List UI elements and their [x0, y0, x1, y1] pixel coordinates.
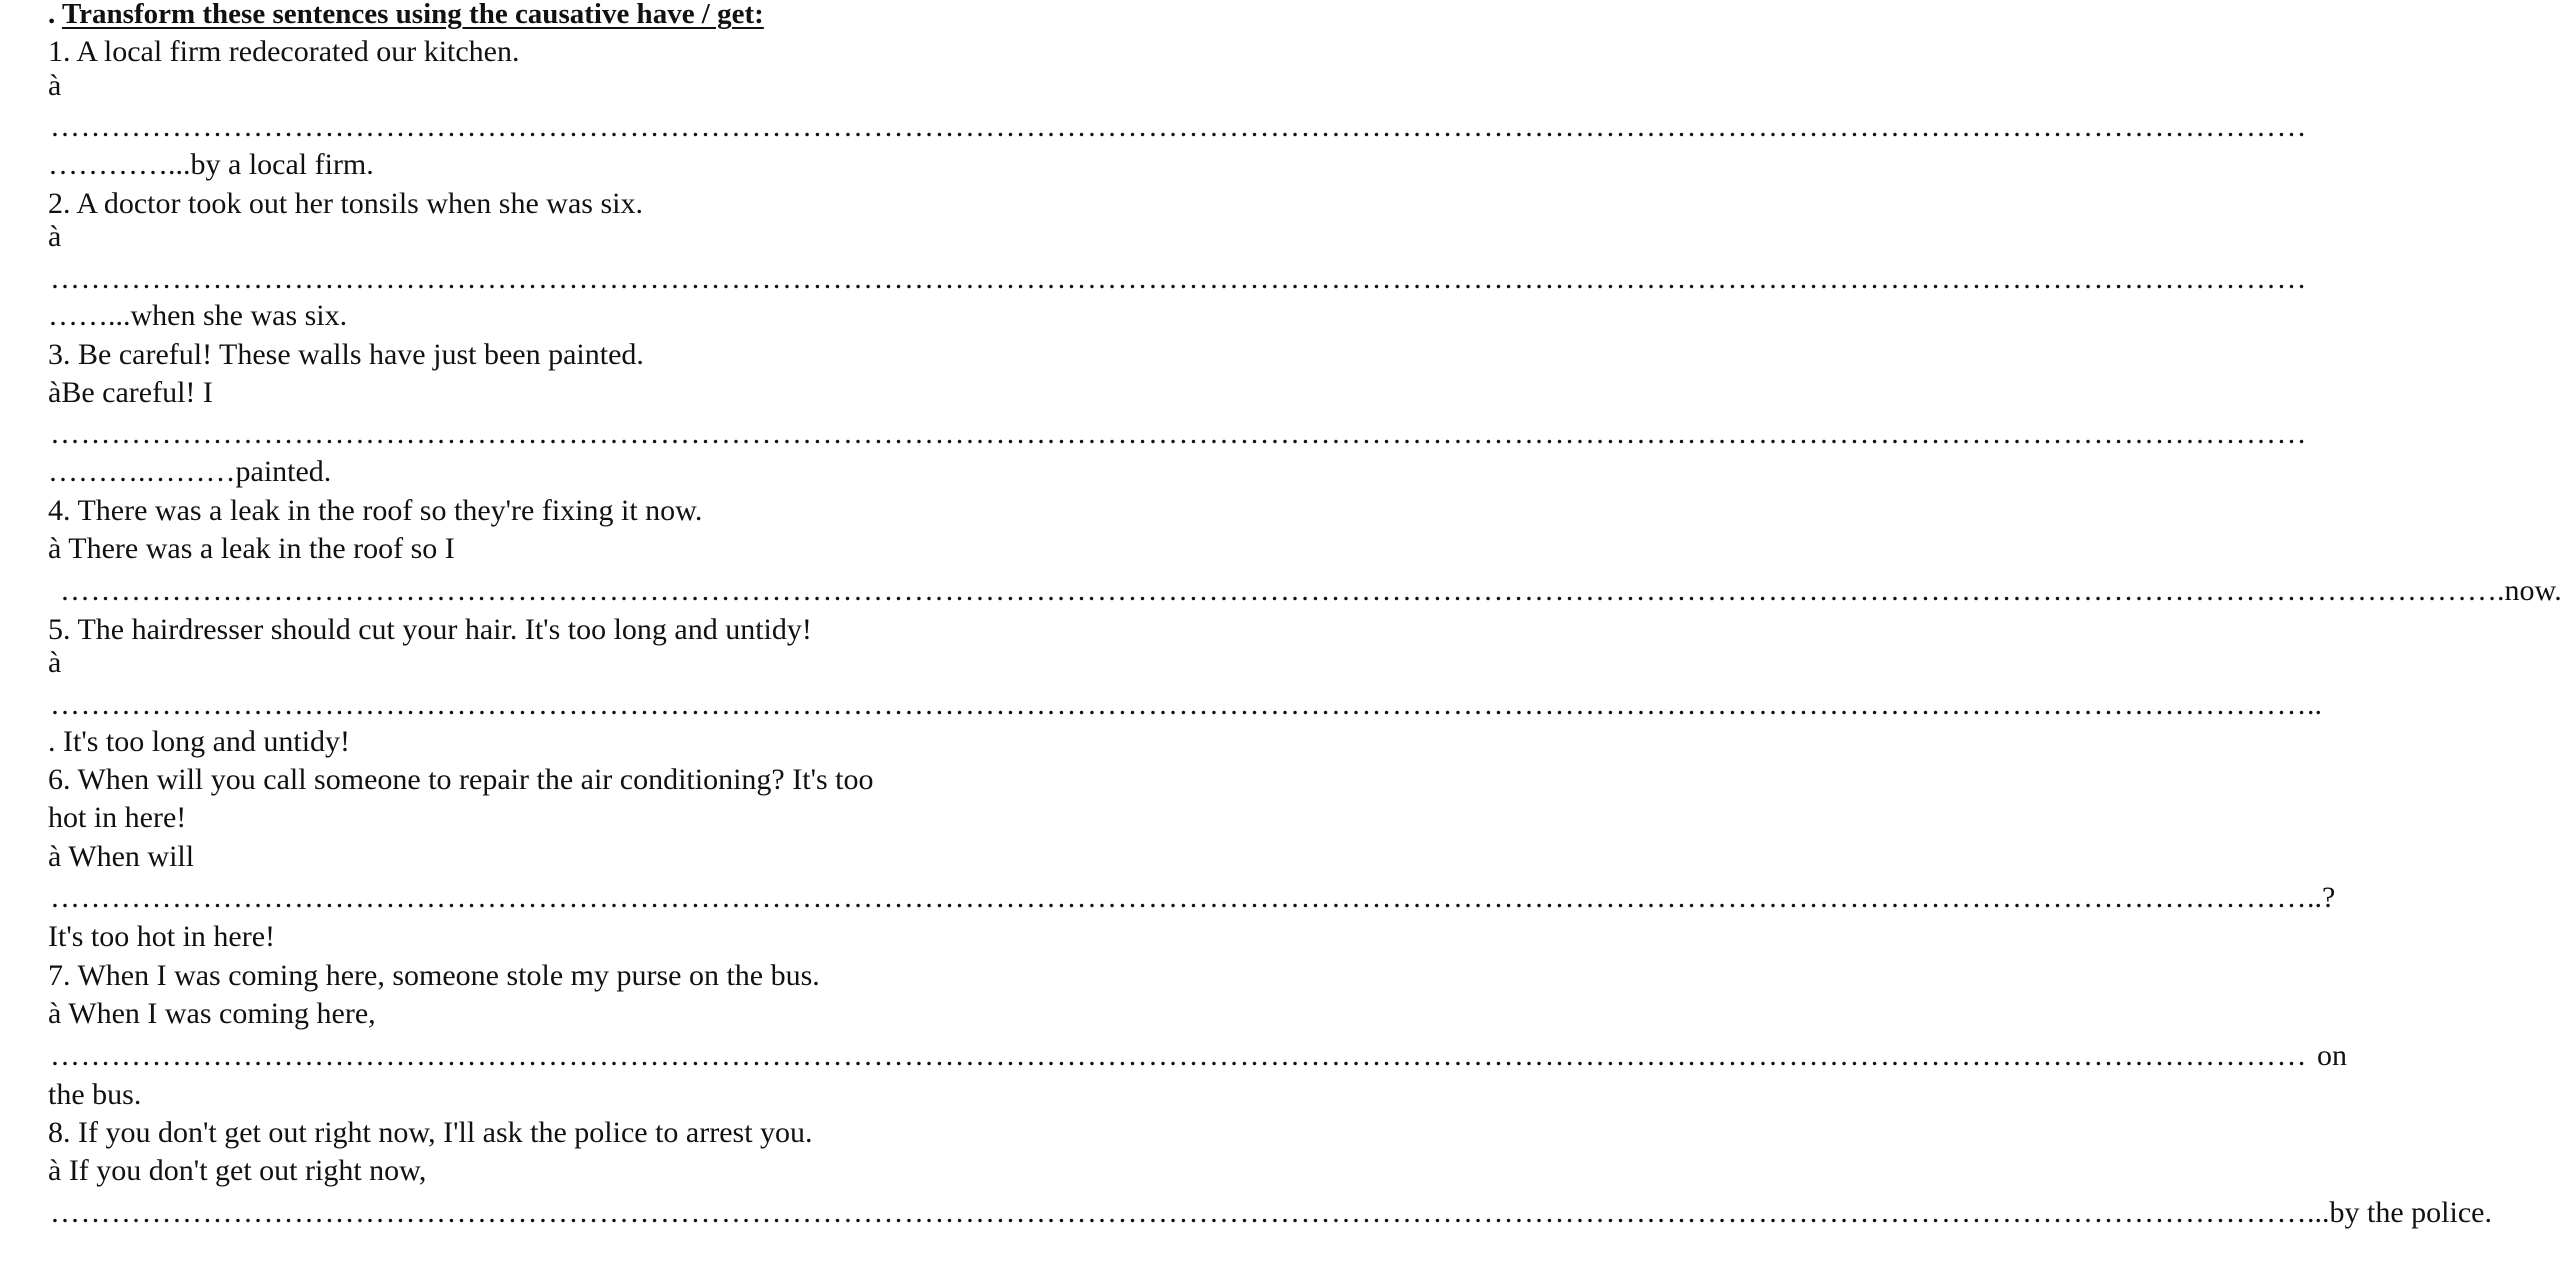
question-8: 8. If you don't get out right now, I'll ask the police to arrest you.	[48, 1116, 813, 1149]
answer-8-blank-line: ……………………………………………………………………………………………………………………………………………………………………………………………………	[50, 1196, 2307, 1229]
question-3: 3. Be careful! These walls have just been painted.	[48, 338, 644, 371]
answer-8-blank-row	[50, 1196, 2492, 1229]
answer-8-arrow: à If you don't get out right now,	[48, 1154, 427, 1187]
answer-4-end: ……………….now.	[2317, 574, 2562, 607]
title-text: Transform these sentences using the causative have / get:	[61, 0, 764, 30]
answer-5-end: ..	[2307, 688, 2322, 721]
answer-7-arrow: à When I was coming here,	[48, 997, 376, 1030]
answer-6-arrow: à When will	[48, 840, 195, 873]
answer-6-blank-row	[50, 881, 2336, 914]
answer-4-blank-line: ……………………………………………………………………………………………………………………………………………………………………………………………………	[60, 574, 2317, 607]
answer-2-arrow: à	[48, 220, 62, 253]
answer-8-end: ...by the police.	[2307, 1196, 2492, 1229]
answer-3-arrow: àBe careful! I	[48, 376, 213, 409]
question-7: 7. When I was coming here, someone stole my purse on the bus.	[48, 959, 820, 992]
answer-1-arrow: à	[48, 69, 62, 102]
question-4: 4. There was a leak in the roof so they're fixing it now.	[48, 494, 703, 527]
answer-1-line2: …………...by a local firm.	[48, 148, 374, 181]
answer-6-blank-line: ……………………………………………………………………………………………………………………………………………………………………………………………………	[50, 881, 2307, 914]
answer-7-blank-row	[50, 1039, 2347, 1072]
title-prefix: .	[48, 0, 62, 30]
answer-4-arrow: à There was a leak in the roof so I	[48, 532, 455, 565]
answer-3-line2: ……….………painted.	[48, 455, 332, 488]
answer-3-blank-line: ……………………………………………………………………………………………………………………………………………………………………………………………………	[50, 417, 2307, 450]
answer-4-blank-row	[60, 574, 2562, 607]
exercise-title	[48, 0, 764, 29]
answer-5-blank-line: ……………………………………………………………………………………………………………………………………………………………………………………………………	[50, 688, 2307, 721]
question-5: 5. The hairdresser should cut your hair. It's too long and untidy!	[48, 613, 812, 646]
answer-7-line2: the bus.	[48, 1078, 142, 1111]
answer-6-end: ..?	[2307, 881, 2336, 914]
question-6-cont: hot in here!	[48, 801, 187, 834]
answer-6-line2: It's too hot in here!	[48, 920, 276, 953]
answer-7-blank-line: ……………………………………………………………………………………………………………………………………………………………………………………………………	[50, 1039, 2307, 1072]
answer-5-line2: . It's too long and untidy!	[48, 725, 351, 758]
question-1: 1. A local firm redecorated our kitchen.	[48, 35, 520, 68]
question-6: 6. When will you call someone to repair the air conditioning? It's too	[48, 763, 874, 796]
answer-2-blank-line: ……………………………………………………………………………………………………………………………………………………………………………………………………	[50, 262, 2307, 295]
answer-2-line2: ……...when she was six.	[48, 299, 348, 332]
answer-7-end: on	[2317, 1039, 2347, 1072]
question-2: 2. A doctor took out her tonsils when she was six.	[48, 187, 643, 220]
answer-5-arrow: à	[48, 646, 62, 679]
answer-1-blank-line: ……………………………………………………………………………………………………………………………………………………………………………………………………	[50, 110, 2307, 143]
answer-5-blank-row	[50, 688, 2322, 721]
